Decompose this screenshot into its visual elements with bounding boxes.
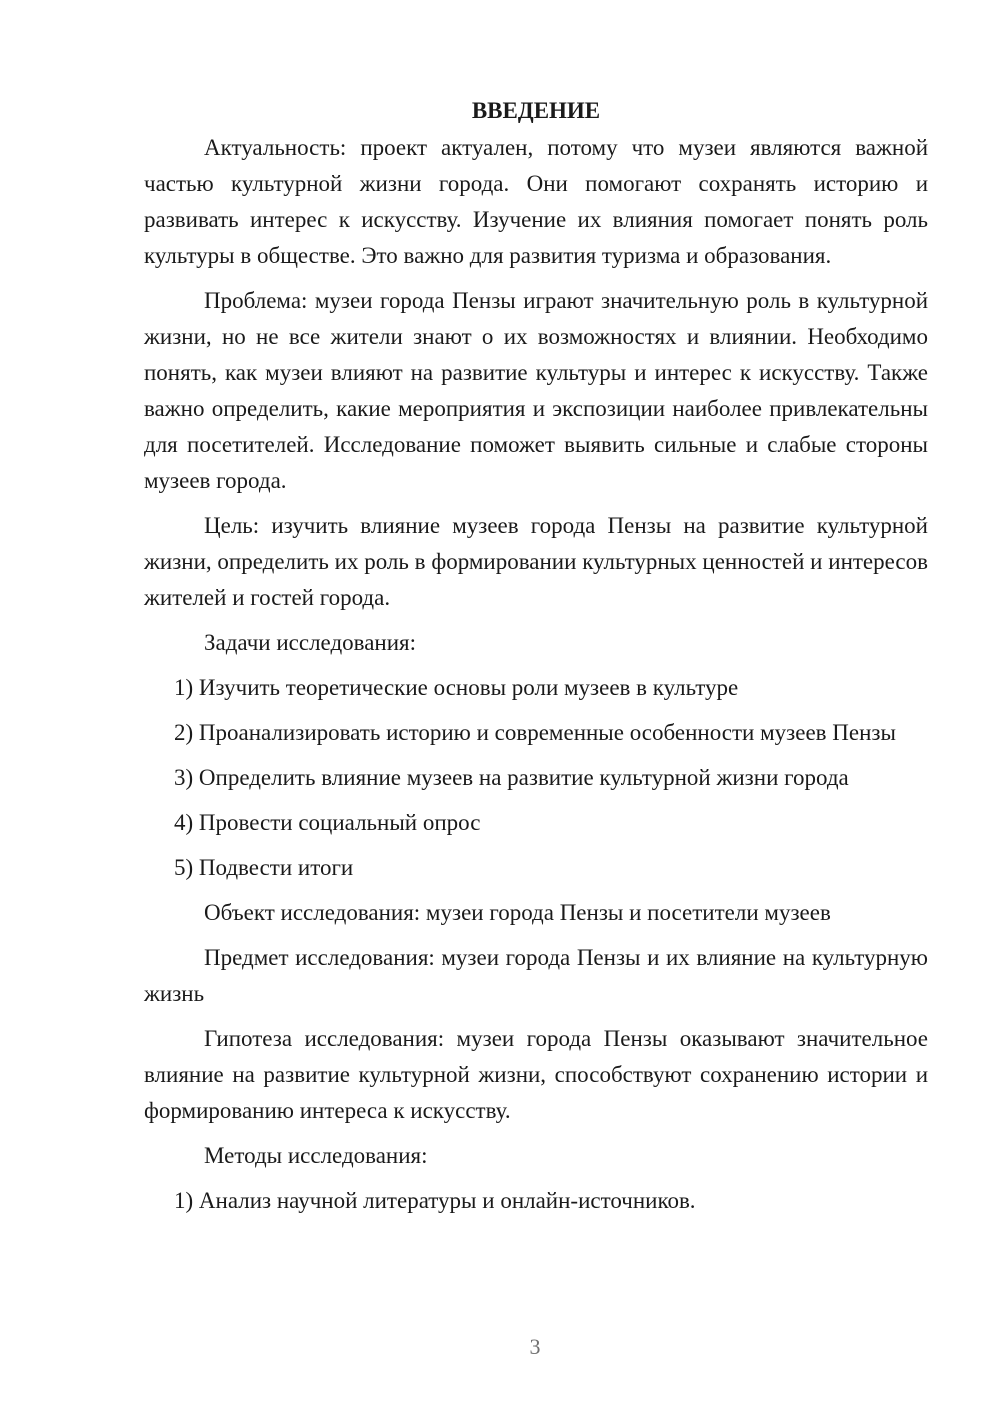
page-number: 3 <box>529 1334 541 1359</box>
list-item: 4) Провести социальный опрос <box>174 810 481 835</box>
paragraph-relevance: Актуальность: проект актуален, потому что музеи являются важной частью культурной жизни города. Они помогают сохранять историю и развивать интерес к искусству. Изучение их влияния помогает понять роль культуры в обществе. Это важно для развития туризма и образования. <box>144 135 928 268</box>
paragraph-problem: Проблема: музеи города Пензы играют значительную роль в культурной жизни, но не все жители знают о их возможностях и влиянии. Необходимо понять, как музеи влияют на развитие культуры и интерес к искусству. Также важно определить, какие мероприятия и экспозиции наиболее привлекательны для посетителей. Исследование поможет выявить сильные и слабые стороны музеев города. <box>144 288 928 493</box>
section-title: ВВЕДЕНИЕ <box>471 98 601 123</box>
methods-heading: Методы исследования: <box>204 1143 428 1168</box>
list-item: 1) Изучить теоретические основы роли музеев в культуре <box>174 675 739 700</box>
tasks-heading: Задачи исследования: <box>204 630 417 655</box>
list-item: 2) Проанализировать историю и современные особенности музеев Пензы <box>174 720 896 745</box>
page-content <box>144 96 928 1228</box>
list-item: 1) Анализ научной литературы и онлайн-источников. <box>174 1188 696 1213</box>
list-item: 3) Определить влияние музеев на развитие культурной жизни города <box>174 765 849 790</box>
list-item: 5) Подвести итоги <box>174 855 354 880</box>
paragraph-goal: Цель: изучить влияние музеев города Пензы на развитие культурной жизни, определить их роль в формировании культурных ценностей и интересов жителей и гостей города. <box>144 513 928 610</box>
paragraph-subject: Предмет исследования: музеи города Пензы и их влияние на культурную жизнь <box>144 945 928 1006</box>
paragraph-object: Объект исследования: музеи города Пензы и посетители музеев <box>204 900 831 925</box>
paragraph-hypothesis: Гипотеза исследования: музеи города Пензы оказывают значительное влияние на развитие культурной жизни, способствуют сохранению истории и формированию интереса к искусству. <box>144 1026 928 1123</box>
